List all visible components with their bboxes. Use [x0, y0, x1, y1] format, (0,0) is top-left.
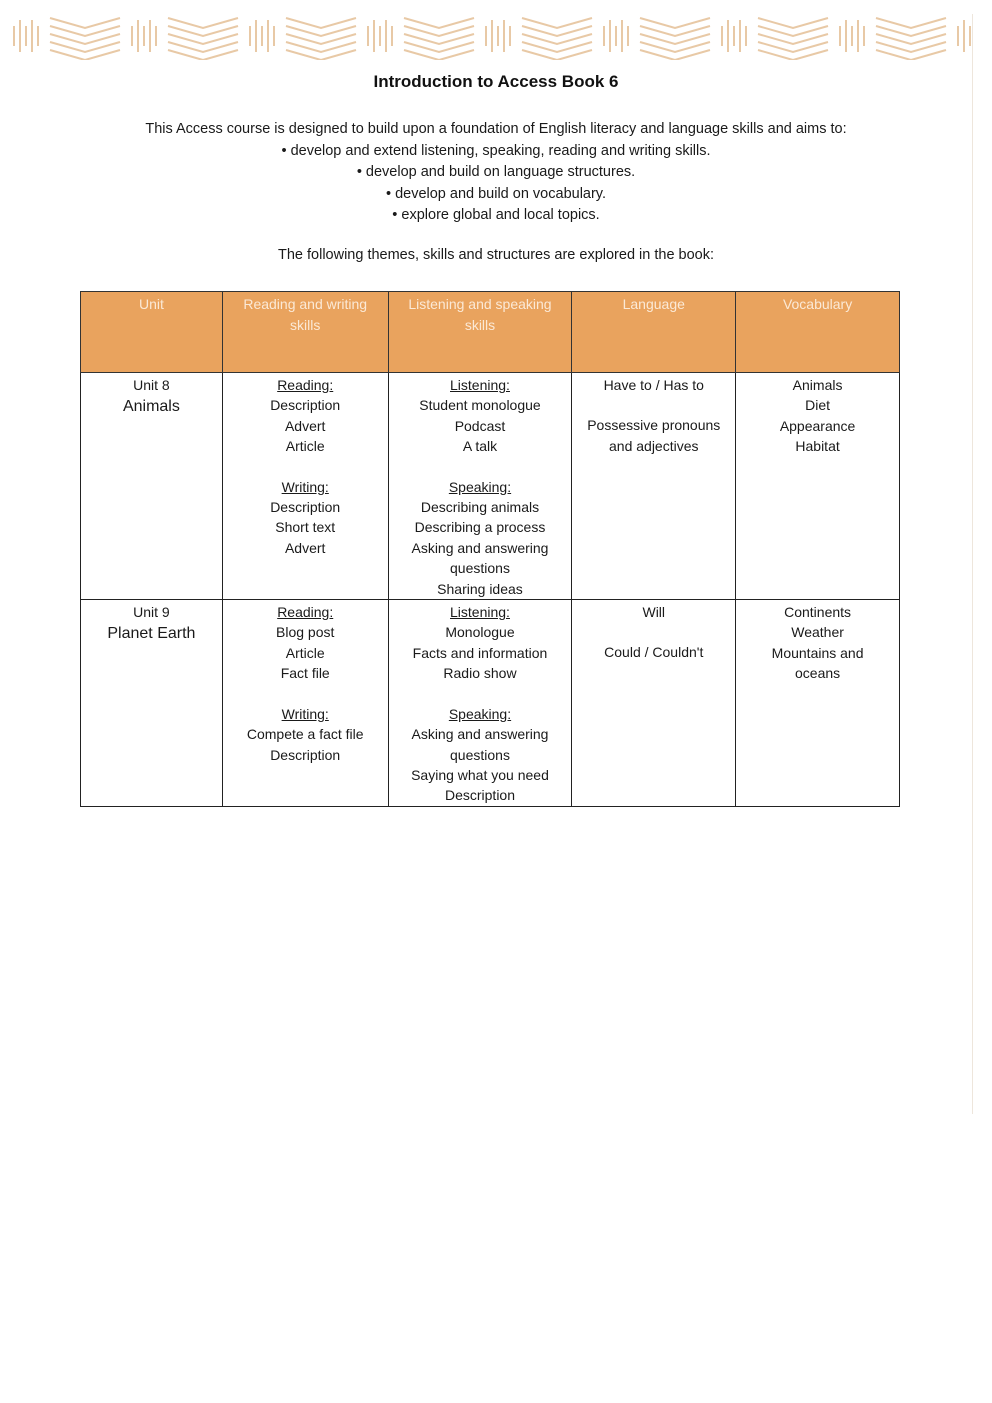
language-item: Have to / Has to	[603, 377, 704, 393]
unit-name: Planet Earth	[107, 625, 196, 643]
language-item: Will	[642, 604, 666, 621]
vocabulary-item: Mountains and	[771, 644, 864, 661]
unit-number: Unit 8	[133, 377, 170, 393]
unit-cell	[81, 373, 223, 600]
intro-lead: This Access course is designed to build upon a foundation of English literacy and language skills and aims to:	[145, 121, 847, 137]
language-item: Possessive pronouns	[587, 417, 721, 434]
speaking-item: questions	[450, 746, 510, 763]
table-header-row	[81, 292, 900, 373]
unit-number: Unit 9	[133, 604, 170, 621]
header-vocabulary: Vocabulary	[736, 292, 900, 373]
decorative-banner	[10, 12, 972, 60]
writing-label: Writing:	[281, 705, 329, 722]
header-reading-writing: Reading and writing skills	[222, 292, 388, 373]
vocabulary-item: Appearance	[779, 417, 856, 434]
reading-label: Reading:	[277, 604, 334, 621]
table-row	[81, 600, 900, 807]
vocabulary-item: Weather	[791, 624, 844, 641]
speaking-item: Asking and answering	[411, 726, 549, 743]
listening-item: Facts and information	[412, 644, 548, 661]
syllabus-table	[80, 291, 900, 807]
speaking-item: Saying what you need	[411, 766, 549, 783]
intro-bullet-4: • explore global and local topics.	[392, 207, 600, 223]
vocabulary-cell	[736, 600, 900, 807]
language-item: Could / Couldn't	[604, 644, 704, 661]
page-title: Introduction to Access Book 6	[373, 72, 619, 91]
speaking-item: Description	[444, 787, 515, 804]
table-row	[81, 373, 900, 600]
writing-item: Short text	[275, 519, 336, 536]
intro-bullet-3: • develop and build on vocabulary.	[385, 185, 607, 202]
reading-item: Description	[270, 397, 341, 414]
unit-name: Animals	[122, 398, 180, 416]
listening-item: Monologue	[445, 624, 515, 641]
table-intro-text: The following themes, skills and structures are explored in the book:	[277, 247, 715, 263]
header-listening-speaking: Listening and speaking skills	[388, 292, 572, 373]
writing-item: Description	[270, 746, 341, 763]
reading-label: Reading:	[277, 377, 334, 393]
intro-bullet-2: • develop and build on language structures.	[356, 164, 636, 180]
intro-block	[0, 119, 992, 227]
vocabulary-item: Habitat	[795, 438, 840, 455]
vocabulary-item: Continents	[784, 604, 852, 621]
vocabulary-item: Diet	[805, 397, 831, 414]
reading-writing-cell	[222, 373, 388, 600]
listening-item: Student monologue	[419, 397, 541, 414]
header-language: Language	[572, 292, 736, 373]
listening-speaking-cell	[388, 600, 572, 807]
writing-item: Advert	[284, 539, 326, 556]
reading-item: Article	[285, 644, 325, 661]
unit-cell	[81, 600, 223, 807]
listening-label: Listening:	[450, 377, 510, 393]
reading-item: Article	[285, 438, 325, 455]
speaking-item: questions	[450, 560, 510, 577]
language-cell	[572, 373, 736, 600]
reading-item: Fact file	[280, 665, 330, 682]
reading-writing-cell	[222, 600, 388, 807]
writing-item: Compete a fact file	[246, 726, 364, 743]
reading-item: Blog post	[276, 624, 335, 641]
speaking-item: Describing a process	[414, 519, 546, 536]
speaking-item: Sharing ideas	[437, 580, 523, 597]
writing-label: Writing:	[281, 478, 329, 495]
vocabulary-item: oceans	[795, 665, 841, 682]
listening-speaking-cell	[388, 373, 572, 600]
listening-item: A talk	[462, 438, 498, 455]
listening-item: Podcast	[454, 417, 506, 434]
language-cell	[572, 600, 736, 807]
listening-label: Listening:	[450, 604, 510, 621]
reading-item: Advert	[284, 417, 326, 434]
speaking-item: Describing animals	[420, 499, 540, 516]
listening-item: Radio show	[443, 665, 517, 682]
speaking-item: Asking and answering	[411, 539, 549, 556]
vocabulary-cell	[736, 373, 900, 600]
speaking-label: Speaking:	[448, 478, 512, 495]
speaking-label: Speaking:	[448, 705, 512, 722]
language-item: and adjectives	[609, 437, 699, 454]
vocabulary-item: Animals	[792, 377, 843, 393]
intro-bullet-1: • develop and extend listening, speaking, reading and writing skills.	[281, 142, 711, 159]
writing-item: Description	[270, 499, 341, 516]
header-unit: Unit	[81, 292, 223, 373]
